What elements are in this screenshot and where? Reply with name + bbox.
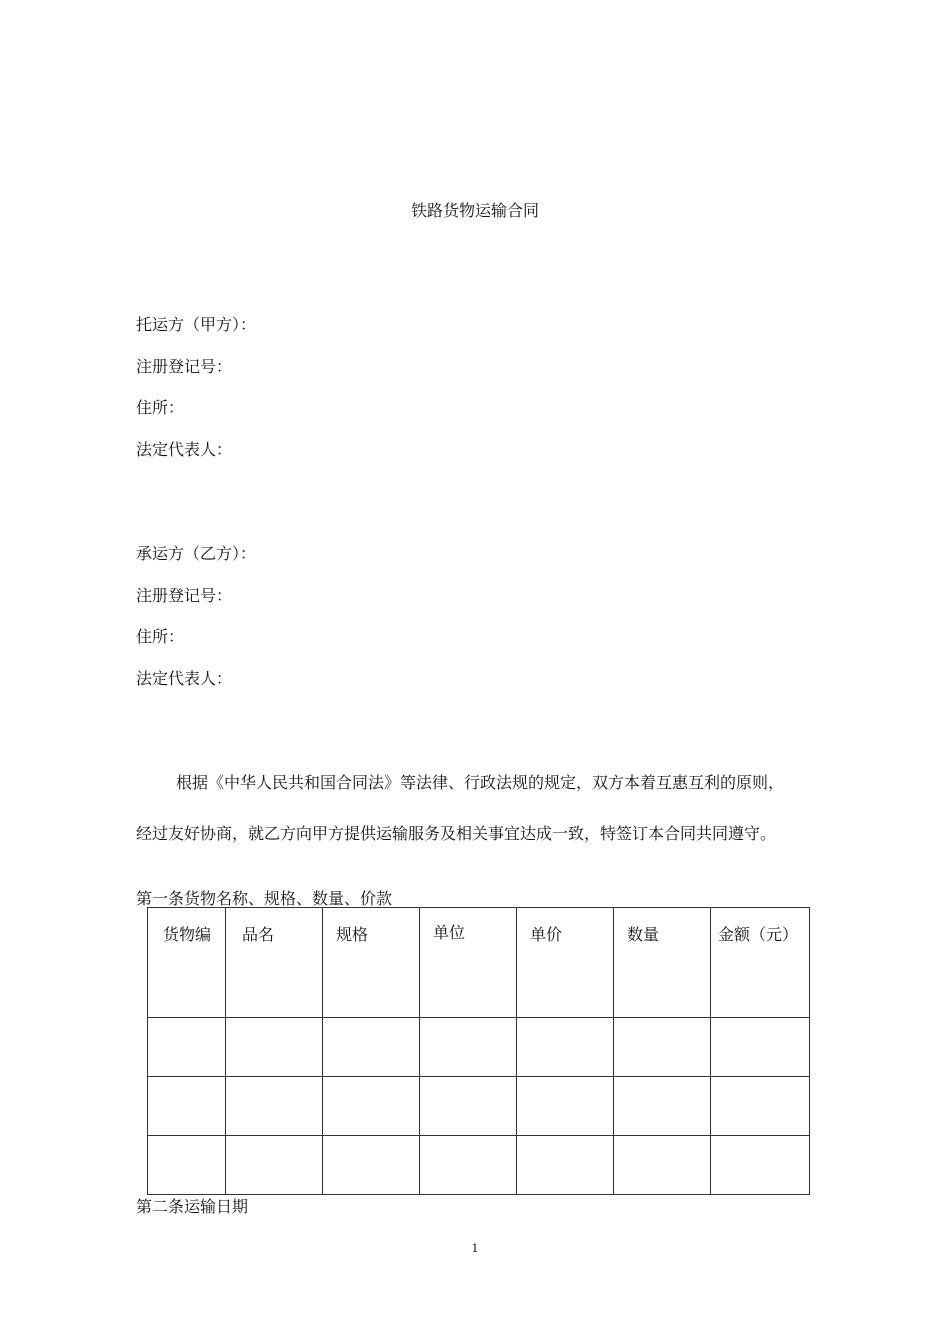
table-cell bbox=[614, 1018, 711, 1077]
table-cell bbox=[148, 1018, 226, 1077]
party-b-address-label: 住所： bbox=[136, 627, 185, 646]
page-number: 1 bbox=[471, 1242, 479, 1255]
article-2-heading: 第二条运输日期 bbox=[136, 1197, 249, 1216]
table-cell bbox=[226, 1018, 323, 1077]
header-cell-specification: 规格 bbox=[323, 908, 420, 1018]
header-cell-product-name: 品名 bbox=[226, 908, 323, 1018]
header-cell-amount: 金额（元） bbox=[711, 908, 810, 1018]
party-a-heading: 托运方（甲方）： bbox=[136, 315, 257, 334]
table-row bbox=[148, 1136, 810, 1195]
table-cell bbox=[517, 1018, 614, 1077]
party-a-registration-label: 注册登记号： bbox=[136, 357, 233, 376]
table-cell bbox=[323, 1077, 420, 1136]
table-cell bbox=[226, 1077, 323, 1136]
header-cell-goods-number: 货物编 bbox=[148, 908, 226, 1018]
table-header-row bbox=[148, 908, 810, 1018]
party-a-address-label: 住所： bbox=[136, 398, 185, 417]
table-cell bbox=[323, 1018, 420, 1077]
preamble-line-1: 根据《中华人民共和国合同法》等法律、行政法规的规定，双方本着互惠互利的原则， bbox=[176, 773, 785, 792]
table-row bbox=[148, 1018, 810, 1077]
header-cell-unit-price: 单价 bbox=[517, 908, 614, 1018]
table-cell bbox=[614, 1136, 711, 1195]
table-cell bbox=[420, 1018, 517, 1077]
table-cell bbox=[711, 1077, 810, 1136]
document-title: 铁路货物运输合同 bbox=[410, 201, 539, 220]
table-cell bbox=[148, 1077, 226, 1136]
table-cell bbox=[614, 1077, 711, 1136]
header-cell-unit: 单位 bbox=[420, 908, 517, 1018]
table-cell bbox=[148, 1136, 226, 1195]
header-cell-quantity: 数量 bbox=[614, 908, 711, 1018]
table-cell bbox=[517, 1077, 614, 1136]
party-b-heading: 承运方（乙方）： bbox=[136, 544, 257, 563]
party-b-registration-label: 注册登记号： bbox=[136, 586, 233, 605]
article-1-heading: 第一条货物名称、规格、数量、价款 bbox=[136, 889, 393, 908]
table-cell bbox=[711, 1018, 810, 1077]
table-cell bbox=[420, 1077, 517, 1136]
table-cell bbox=[517, 1136, 614, 1195]
table-cell bbox=[323, 1136, 420, 1195]
party-b-legal-rep-label: 法定代表人： bbox=[136, 669, 233, 688]
table-cell bbox=[420, 1136, 517, 1195]
table-cell bbox=[226, 1136, 323, 1195]
goods-table bbox=[147, 907, 810, 1195]
party-a-legal-rep-label: 法定代表人： bbox=[136, 440, 233, 459]
table-row bbox=[148, 1077, 810, 1136]
table-cell bbox=[711, 1136, 810, 1195]
preamble-line-2: 经过友好协商，就乙方向甲方提供运输服务及相关事宜达成一致，特签订本合同共同遵守。 bbox=[136, 824, 777, 843]
